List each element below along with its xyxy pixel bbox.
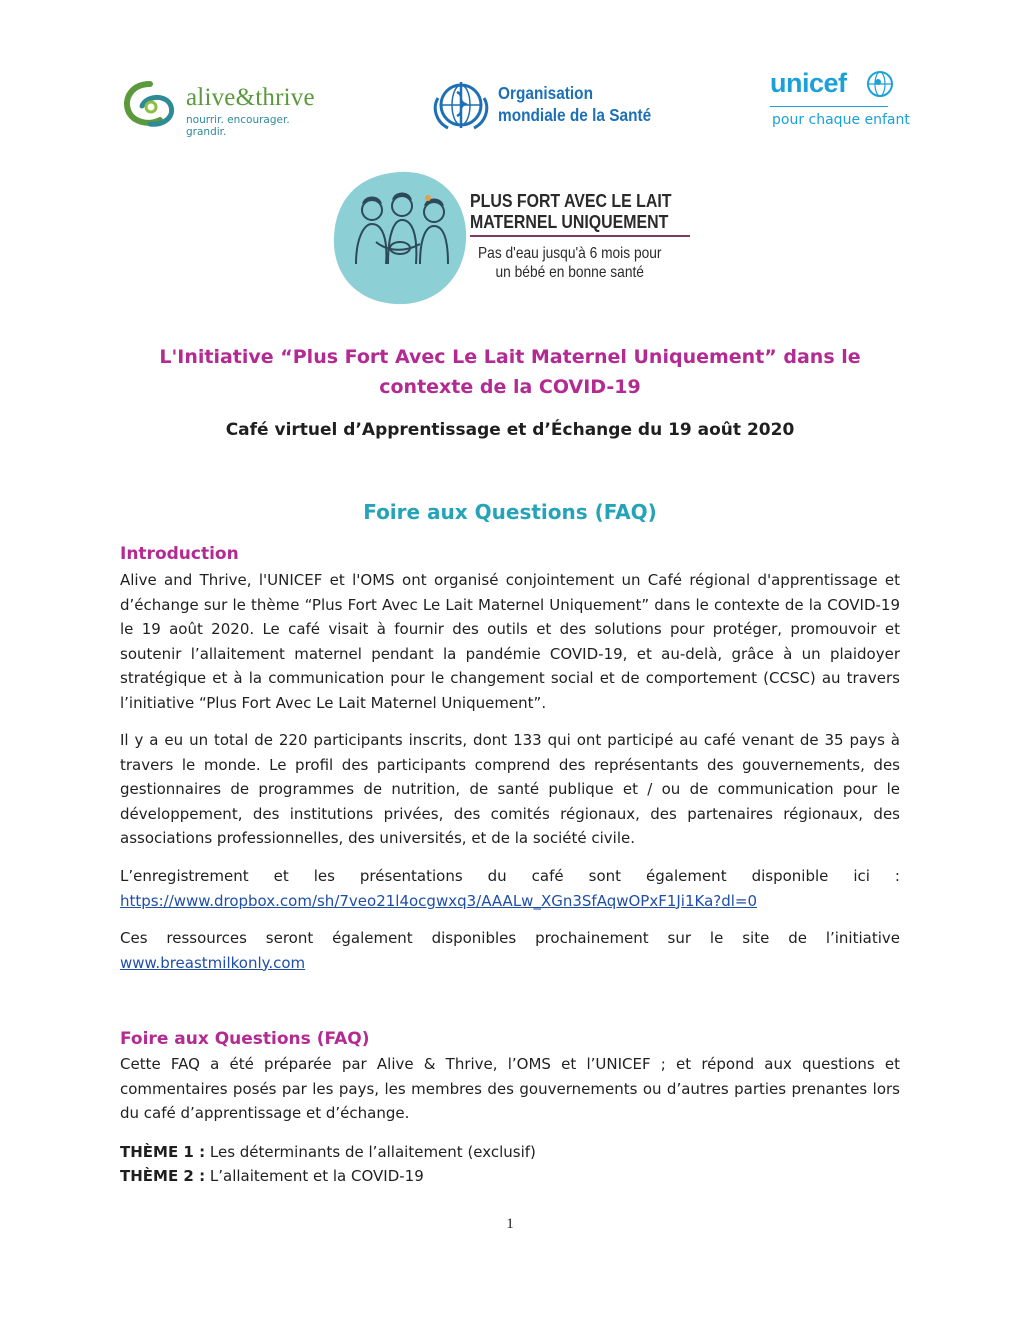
theme-text: L’allaitement et la COVID-19 bbox=[209, 1167, 424, 1185]
breastmilkonly-link[interactable]: www.breastmilkonly.com bbox=[120, 953, 306, 972]
alive-thrive-tagline: nourrir. encourager. grandir. bbox=[186, 114, 290, 138]
theme-item[interactable] bbox=[120, 1140, 536, 1164]
introduction-paragraph-3 bbox=[120, 864, 900, 913]
introduction-paragraph-4 bbox=[120, 926, 900, 975]
unicef-wordmark: unicef bbox=[770, 68, 847, 98]
document-title-line2: contexte de la COVID-19 bbox=[379, 376, 641, 398]
banner-subheading bbox=[478, 244, 661, 282]
unicef-logo bbox=[770, 68, 910, 132]
introduction-paragraph-2: Il y a eu un total de 220 participants inscrits, dont 133 qui ont participé au café venant de 35 pays à travers le monde. Le profil des participants comprend des représentants des gouvernements, des gestionnaires de programmes de nutrition, de santé publique et / ou de communication pour le développement, des institutions privées, des comités régionaux, des partenaires régionaux, des associations professionnelles, des universités, et de la société civile. bbox=[120, 731, 900, 848]
campaign-banner bbox=[330, 168, 700, 308]
banner-divider bbox=[470, 235, 690, 237]
theme-label: THÈME 1 : bbox=[120, 1143, 206, 1161]
faq-section-paragraph: Cette FAQ a été préparée par Alive & Thrive, l’OMS et l’UNICEF ; et répond aux questions et commentaires posés par les pays, les membres des gouvernements ou d’autres parties prenantes lors du café d’apprentissage et d’échange. bbox=[120, 1055, 900, 1123]
unicef-divider bbox=[770, 106, 888, 107]
resources-text: Ces ressources seront également disponibles prochainement sur le site de l’initiative bbox=[120, 929, 900, 947]
dropbox-link[interactable]: https://www.dropbox.com/sh/7veo21l4ocgwxq3/AAALw_XGn3SfAqwOPxF1Ji1Ka?dl=0 bbox=[120, 891, 758, 910]
oms-name-line2: mondiale de la Santé bbox=[498, 105, 652, 125]
banner-sub-line1: Pas d'eau jusqu'à 6 mois pour bbox=[478, 245, 662, 262]
alive-thrive-swirl-icon bbox=[120, 78, 180, 130]
banner-heading-line2: MATERNEL UNIQUEMENT bbox=[470, 211, 669, 232]
page-number: 1 bbox=[506, 1216, 514, 1232]
oms-logo bbox=[430, 78, 660, 132]
unicef-emblem-icon bbox=[866, 70, 894, 98]
mothers-illustration-icon bbox=[330, 168, 470, 308]
recording-text: L’enregistrement et les présentations du café sont également disponible ici : bbox=[120, 867, 900, 885]
theme-item[interactable] bbox=[120, 1164, 424, 1188]
document-subtitle: Café virtuel d’Apprentissage et d’Échange du 19 août 2020 bbox=[225, 420, 795, 440]
banner-heading-line1: PLUS FORT AVEC LE LAIT bbox=[470, 190, 672, 211]
theme-label: THÈME 2 : bbox=[120, 1167, 206, 1185]
introduction-paragraph-1: Alive and Thrive, l'UNICEF et l'OMS ont organisé conjointement un Café régional d'apprentissage et d’échange sur le thème “Plus Fort Avec Le Lait Maternel Uniquement” dans le contexte de la COVID-19 le 19 août 2020. Le café visait à fournir des outils et des solutions pour protéger, promouvoir et soutenir l’allaitement maternel pendant la pandémie COVID-19, et au-delà, grâce à un plaidoyer stratégique et à la communication pour le changement social et de comportement (CCSC) au travers l’initiative “Plus Fort Avec Le Lait Maternel Uniquement”. bbox=[120, 571, 900, 712]
banner-sub-line2: un bébé en bonne santé bbox=[495, 264, 644, 281]
theme-text: Les déterminants de l’allaitement (exclusif) bbox=[209, 1143, 536, 1161]
introduction-heading: Introduction bbox=[120, 544, 239, 564]
oms-name-line1: Organisation bbox=[498, 83, 593, 103]
alive-thrive-logo bbox=[120, 76, 320, 138]
document-title-line1: L'Initiative “Plus Fort Avec Le Lait Maternel Uniquement” dans le bbox=[159, 346, 861, 368]
alive-thrive-brand: alive&thrive bbox=[186, 84, 315, 111]
faq-section-heading: Foire aux Questions (FAQ) bbox=[120, 1029, 370, 1049]
unicef-tagline: pour chaque enfant bbox=[772, 112, 910, 128]
who-emblem-icon bbox=[430, 78, 492, 132]
document-title bbox=[120, 342, 900, 402]
faq-main-heading: Foire aux Questions (FAQ) bbox=[363, 500, 657, 524]
banner-heading bbox=[470, 190, 672, 232]
